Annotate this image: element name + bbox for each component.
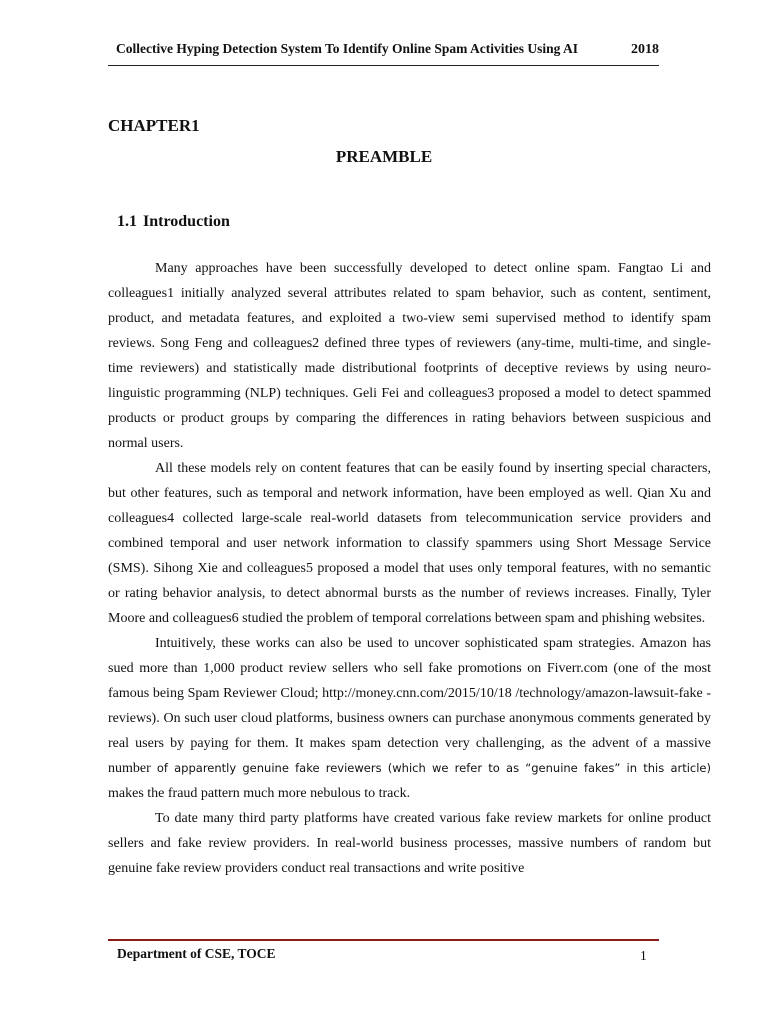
footer-rule <box>108 939 659 941</box>
footer-department: Department of CSE, TOCE <box>117 946 276 961</box>
body-text <box>108 256 711 881</box>
header-rule <box>108 65 659 66</box>
paragraph-3-sans-run: of apparently genuine fake reviewers (which we refer to as “genuine fakes” in this article) <box>156 761 711 775</box>
header-year: 2018 <box>631 42 659 57</box>
paragraph-3 <box>108 631 711 806</box>
paragraph-4: To date many third party platforms have created various fake review markets for online product sellers and fake review providers. In real-world business processes, massive numbers of random but genuine fake review providers conduct real transactions and write positive <box>108 811 711 876</box>
chapter-title: PREAMBLE <box>335 147 433 166</box>
header-title: Collective Hyping Detection System To Identify Online Spam Activities Using AI <box>116 41 579 56</box>
paragraph-3-end: makes the fraud pattern much more nebulous to track. <box>108 786 411 801</box>
footer-page-number: 1 <box>640 948 647 963</box>
paragraph-3-start: Intuitively, these works can also be used to uncover sophisticated spam strategies. Amazon has sued more than 1,000 product review sellers who sell fake promotions on Fiverr.com (one of the most famous being Spam Reviewer Cloud; http://money.cnn.com/2015/10/18 /technology/amazon-lawsuit-fake -reviews). On such user cloud platforms, business owners can purchase anonymous comments generated by real users by paying for them. It makes spam detection very challenging, as the advent of a massive number <box>108 636 711 776</box>
running-header <box>108 41 659 61</box>
paragraph-2: All these models rely on content features that can be easily found by inserting special characters, but other features, such as temporal and network information, have been employed as well. Qian Xu and colleagues4 collected large-scale real-world datasets from telecommunication service providers and combined temporal and user network information to classify spammers using Short Message Service (SMS). Sihong Xie and colleagues5 proposed a model that uses only temporal features, with no semantic or rating behavior analysis, to detect abnormal bursts as the number of reviews increases. Finally, Tyler Moore and colleagues6 studied the problem of temporal correlations between spam and phishing websites. <box>108 461 711 626</box>
chapter-label: CHAPTER1 <box>108 116 200 135</box>
paragraph-1: Many approaches have been successfully developed to detect online spam. Fangtao Li and colleagues1 initially analyzed several attributes related to spam behavior, such as content, sentiment, product, and metadata features, and exploited a two-view semi supervised method to identify spam reviews. Song Feng and colleagues2 defined three types of reviewers (any-time, multi-time, and single- time reviewers) and statistically made distributional footprints of deceptive reviews by using neuro-linguistic programming (NLP) techniques. Geli Fei and colleagues3 proposed a model to detect spammed products or product groups by comparing the differences in rating behaviors between suspicious and normal users. <box>108 261 711 451</box>
section-heading: 1.1 Introduction <box>117 213 230 230</box>
